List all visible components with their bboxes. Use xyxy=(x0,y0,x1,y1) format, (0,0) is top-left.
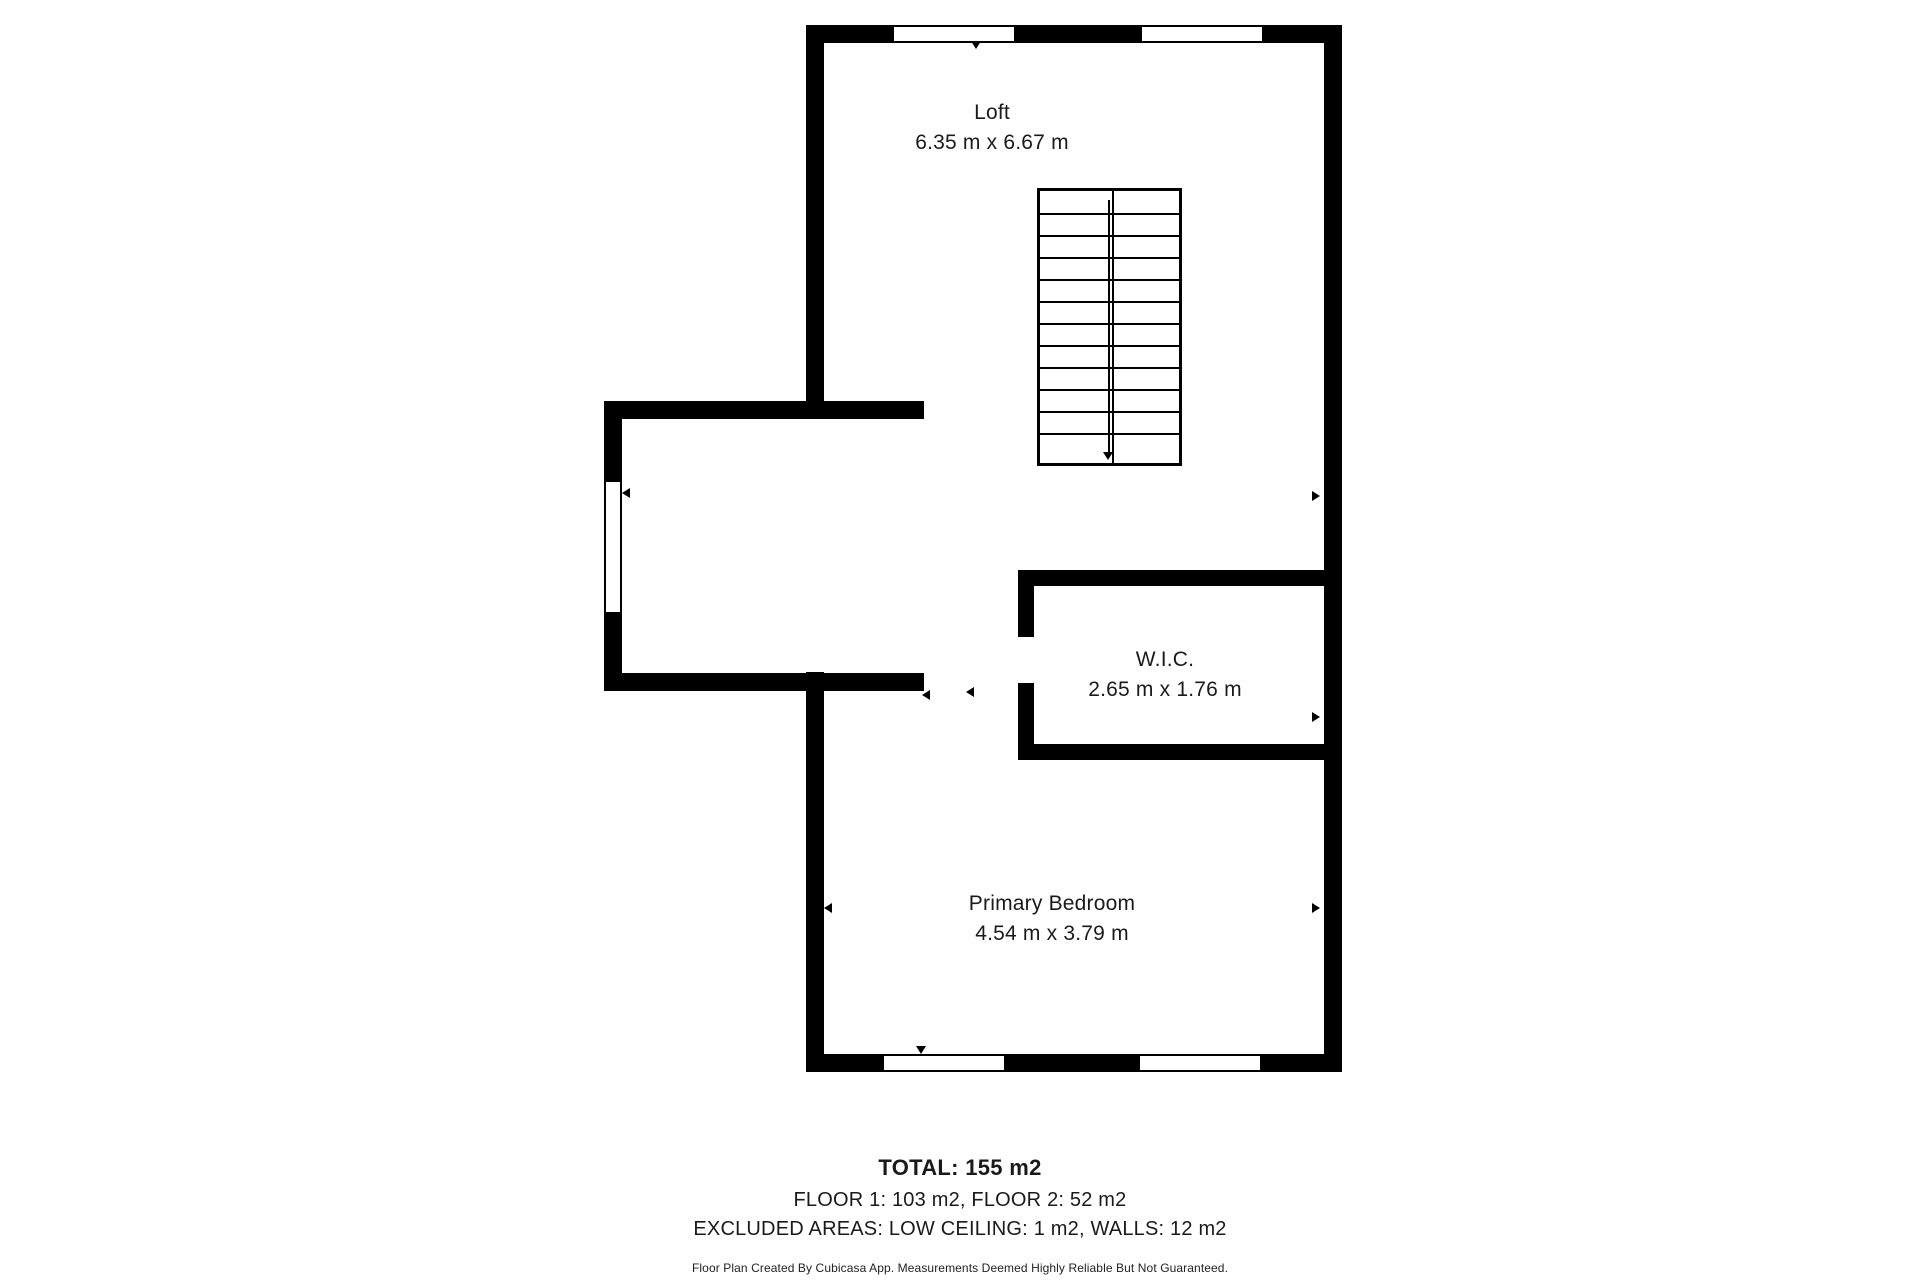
room-name-primary-bedroom: Primary Bedroom xyxy=(968,892,1136,915)
total-area-label: TOTAL: xyxy=(878,1155,959,1180)
wall-left-lower xyxy=(806,672,824,1072)
dimension-arrow-loft-east xyxy=(1312,491,1320,501)
window-bedroom-south-left xyxy=(884,1054,1004,1072)
stair-rail xyxy=(1112,191,1114,463)
dimension-arrow-bedroom-east xyxy=(1312,903,1320,913)
credit-line: Floor Plan Created By Cubicasa App. Measurements Deemed Highly Reliable But Not Guaranteed. xyxy=(691,1261,1229,1275)
room-label-wic xyxy=(1088,645,1242,706)
summary-footer xyxy=(0,1155,1920,1275)
total-area-value: 155 m2 xyxy=(965,1155,1042,1180)
room-label-primary-bedroom xyxy=(969,889,1135,950)
room-dimensions-primary-bedroom: 4.54 m x 3.79 m xyxy=(975,922,1129,946)
dimension-arrow-wic-north xyxy=(1147,578,1157,586)
wall-right xyxy=(1324,25,1342,1072)
dimension-arrow-bedroom-west xyxy=(824,903,832,913)
wall-alcove-bottom xyxy=(604,673,924,691)
doorway-wic-jamb-top xyxy=(1018,634,1034,637)
floor-areas-line: FLOOR 1: 103 m2, FLOOR 2: 52 m2 xyxy=(793,1189,1127,1211)
room-name-loft: Loft xyxy=(974,101,1010,124)
window-alcove-west xyxy=(604,482,622,612)
excluded-areas-line: EXCLUDED AREAS: LOW CEILING: 1 m2, WALLS: 12 m2 xyxy=(693,1218,1227,1240)
wall-alcove-top xyxy=(604,401,924,419)
window-bedroom-south-right xyxy=(1140,1054,1260,1072)
window-loft-north-right xyxy=(1142,25,1262,43)
stair-direction-arrow-icon xyxy=(1103,452,1113,460)
wall-left-upper xyxy=(806,25,824,410)
doorway-wic xyxy=(1018,636,1034,684)
dimension-arrow-alcove-west xyxy=(622,488,630,498)
wall-wic-top xyxy=(1018,570,1338,586)
dimension-arrow-hall-mid xyxy=(966,687,974,697)
room-dimensions-loft: 6.35 m x 6.67 m xyxy=(915,131,1069,155)
stair-direction-line xyxy=(1108,200,1110,452)
window-loft-north-left xyxy=(894,25,1014,43)
dimension-arrow-wic-south xyxy=(1147,744,1157,752)
wall-wic-bottom xyxy=(1018,744,1338,760)
dimension-arrow-hall-south xyxy=(922,690,930,700)
total-area-line xyxy=(0,1155,1920,1181)
doorway-wic-jamb-bottom xyxy=(1018,683,1034,686)
dimension-arrow-bedroom-south xyxy=(916,1046,926,1054)
dimension-arrow-wic-east xyxy=(1312,712,1320,722)
room-label-loft xyxy=(915,98,1069,159)
room-dimensions-wic: 2.65 m x 1.76 m xyxy=(1088,678,1242,702)
room-name-wic: W.I.C. xyxy=(1135,648,1195,671)
dimension-arrow-loft-north xyxy=(971,41,981,49)
